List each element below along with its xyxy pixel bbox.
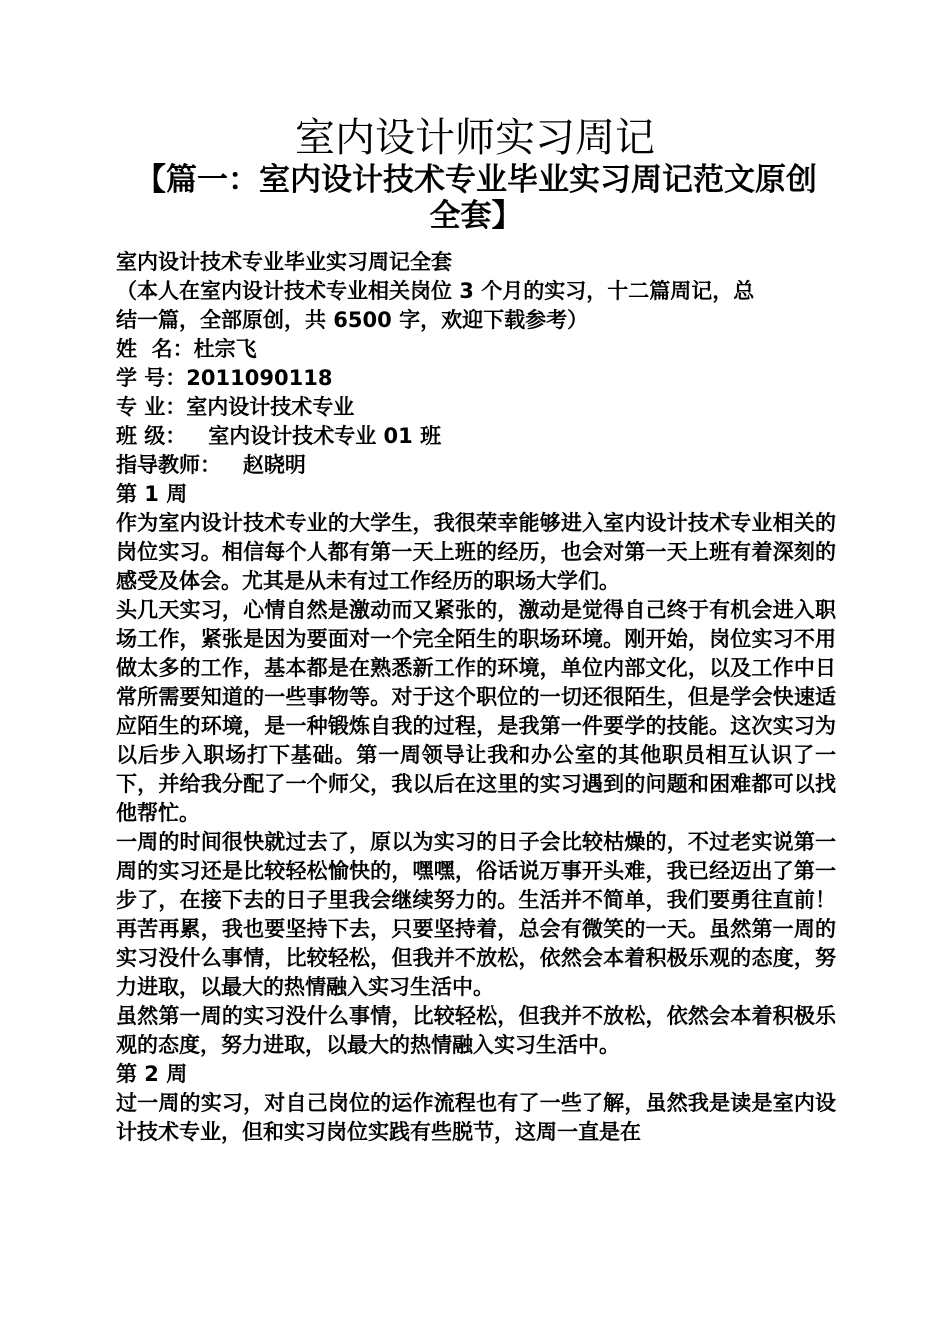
week1-paragraph-4: 虽然第一周的实习没什么事情，比较轻松，但我并不放松，依然会本着积极乐观的态度，努力进取，以最大的热情融入实习生活中。 (116, 1004, 836, 1057)
info-major: 专 业：室内设计技术专业 (116, 395, 355, 419)
week2-heading: 第 2 周 (116, 1062, 188, 1086)
document-title: 室内设计师实习周记 (295, 115, 655, 161)
document-body (116, 248, 836, 1147)
info-class: 班 级： 室内设计技术专业 01 班 (116, 424, 442, 448)
week1-paragraph-2: 头几天实习，心情自然是激动而又紧张的，激动是觉得自己终于有机会进入职场工作，紧张是因为要面对一个完全陌生的职场环境。刚开始，岗位实习不用做太多的工作，基本都是在熟悉新工作的环境，单位内部文化，以及工作中日常所需要知道的一些事物等。对于这个职位的一切还很陌生，但是学会快速适应陌生的环境，是一种锻炼自我的过程，是我第一件要学的技能。这次实习为以后步入职场打下基础。第一周领导让我和办公室的其他职员相互认识了一下，并给我分配了一个师父，我以后在这里的实习遇到的问题和困难都可以找他帮忙。 (116, 598, 836, 825)
week1-heading: 第 1 周 (116, 482, 188, 506)
week2-paragraph-1: 过一周的实习，对自己岗位的运作流程也有了一些了解，虽然我是读是室内设计技术专业，但和实习岗位实践有些脱节，这周一直是在 (116, 1091, 836, 1144)
intro-heading: 室内设计技术专业毕业实习周记全套 (116, 250, 452, 274)
week1-paragraph-1: 作为室内设计技术专业的大学生，我很荣幸能够进入室内设计技术专业相关的岗位实习。相信每个人都有第一天上班的经历，也会对第一天上班有着深刻的感受及体会。尤其是从未有过工作经历的职场大学们。 (116, 511, 836, 593)
info-advisor: 指导教师： 赵晓明 (116, 453, 306, 477)
intro-note-line-1: （本人在室内设计技术专业相关岗位 3 个月的实习，十二篇周记，总 (116, 279, 755, 303)
info-name: 姓 名：杜宗飞 (116, 337, 257, 361)
intro-note-line-2: 结一篇，全部原创，共 6500 字，欢迎下载参考） (116, 308, 589, 332)
week1-paragraph-3: 一周的时间很快就过去了，原以为实习的日子会比较枯燥的，不过老实说第一周的实习还是比较轻松愉快的，嘿嘿，俗话说万事开头难，我已经迈出了第一步了，在接下去的日子里我会继续努力的。生活并不简单，我们要勇往直前！再苦再累，我也要坚持下去，只要坚持着，总会有微笑的一天。虽然第一周的实习没什么事情，比较轻松，但我并不放松，依然会本着积极乐观的态度，努力进取，以最大的热情融入实习生活中。 (116, 830, 836, 999)
document-subtitle: 【篇一：室内设计技术专业毕业实习周记范文原创全套】 (135, 162, 817, 234)
info-student-id: 学 号：2011090118 (116, 366, 333, 390)
